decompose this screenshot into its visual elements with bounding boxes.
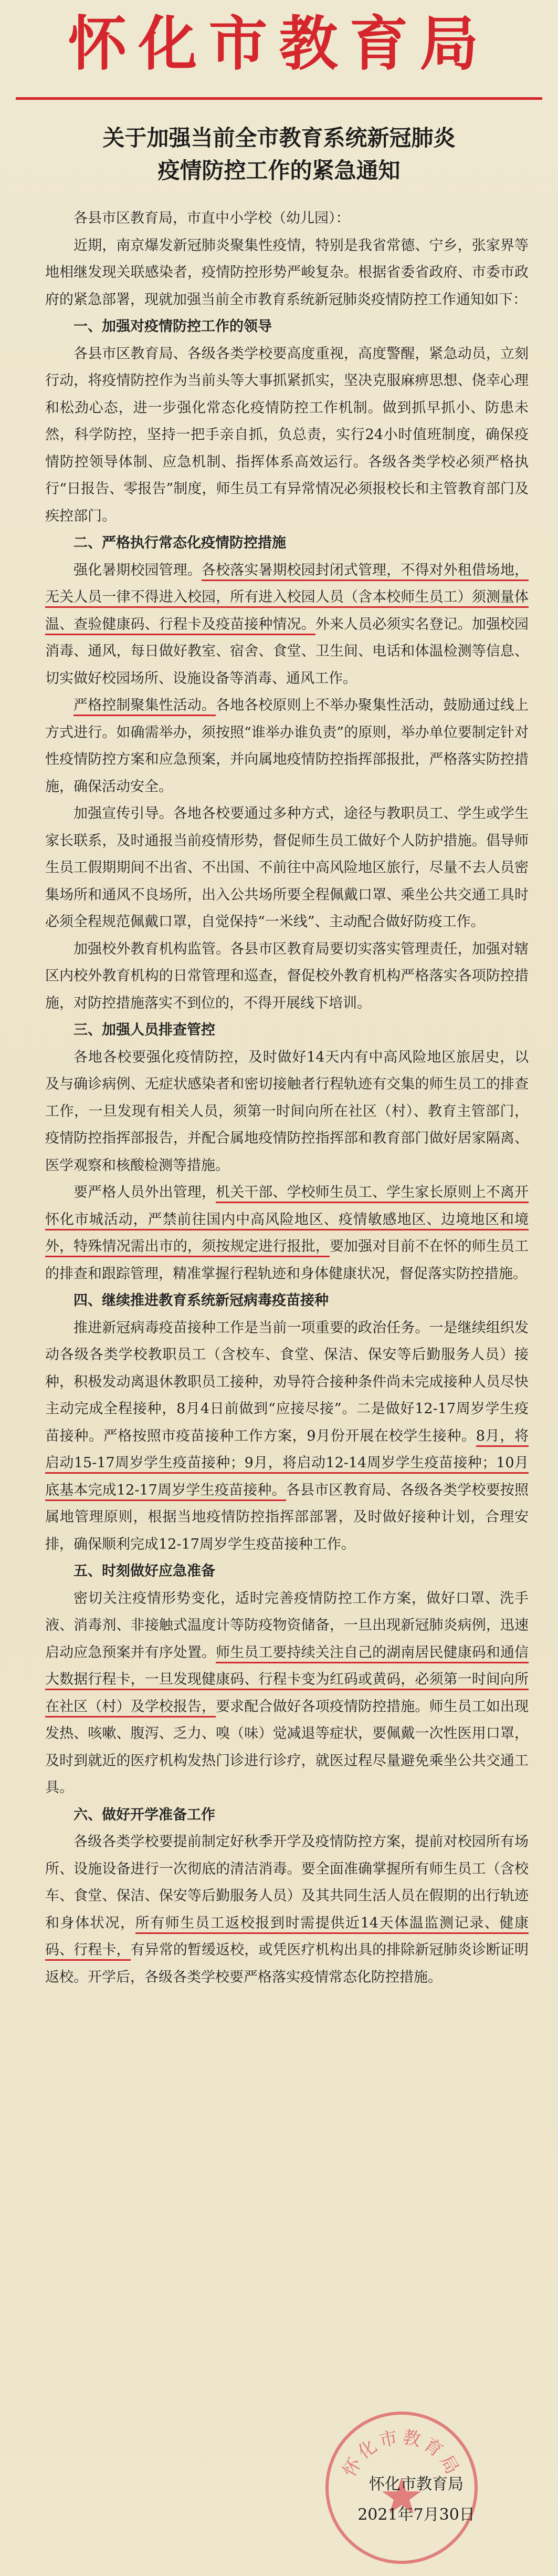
section-paragraph: [45, 340, 529, 530]
paragraph-text: 各县市区教育局、各级各类学校要高度重视，高度警醒，紧急动员，立刻行动，将疫情防控作为当前头等大事抓紧抓实，坚决克服麻痹思想、侥幸心理和松劲心态，进一步强化常态化疫情防控工作机制。做到抓早抓小、防患未然，科学防控，坚持一把手亲自抓，负总责，实行24小时值班制度，确保疫情防控领导体制、应急机制、指挥体系高效运行。各级各类学校必须严格执行“日报告、零报告”制度，师生员工有异常情况必须报校长和主管教育部门及疾控部门。: [45, 345, 529, 524]
highlighted-text: 各校落实暑期校园封闭式管理，不得对外租借场地，无关人员一律不得进入校园，所有进入校园人员（含本校师生员工）须测量体温、查验健康码、行程卡及疫苗接种情况。: [45, 562, 529, 635]
intro-paragraph: 近期，南京爆发新冠肺炎聚集性疫情，特别是我省常德、宁乡，张家界等地相继发现关联感染者，疫情防控形势严峻复杂。根据省委省政府、市委市政府的紧急部署，现就加强当前全市教育系统新冠肺炎疫情防控工作通知如下：: [45, 237, 529, 308]
signature-block: [332, 2469, 500, 2530]
section-paragraph: [45, 1585, 529, 1802]
paragraph-text: 各地各校原则上不举办聚集性活动，鼓励通过线上方式进行。如确需举办，须按照“谁举办谁负责”的原则，举办单位要制定针对性疫情防控方案和应急预案，并向属地疫情防控指挥部报批，严格落实防控措施，确保活动安全。: [45, 697, 529, 795]
sections-container: [45, 313, 529, 1991]
paragraph-text: 倡导师生员工假期期间不出省、不出国、不前往中高风险地区旅行，尽量不去人员密集场所和通风不良场所，出入公共场所要全程佩戴口罩、乘坐公共交通工具时必须全程规范佩戴口罩，自觉保持“一米线”、主动配合做好防疫工作。: [45, 832, 529, 930]
section-paragraph: [45, 1179, 529, 1287]
section-paragraph: [45, 936, 529, 1017]
salutation: 各县市区教育局，市直中小学校（幼儿园）：: [73, 210, 350, 226]
seal-text: 怀化市教育局: [339, 2426, 465, 2480]
signature-org: 怀化市教育局: [369, 2475, 464, 2494]
section-paragraph: [45, 800, 529, 936]
paragraph-text: 各地各校要强化疫情防控，及时做好14天内有中高风险地区旅居史，以及与确诊病例、无症状感染者和密切接触者行程轨迹有交集的师生员工的排查工作，一旦发现有相关人员，须第一时间向所在社区（村）、教育主管部门，疫情防控指挥部报告，并配合属地疫情防控指挥部和教育部门做好居家隔离、医学观察和核酸检测等措施。: [45, 1049, 529, 1174]
paragraph-text: 有异常的暂缓返校，或凭医疗机构出具的排除新冠肺炎诊断证明返校。开学后，各级各类学校要严格落实疫情常态化防控措施。: [45, 1942, 529, 1985]
highlighted-text: 所有师生员工返校报到时需提供近14天体温监测记录、健康码、行程卡，: [45, 1915, 529, 1961]
section-heading: 三、加强人员排查管控: [73, 1022, 215, 1038]
paragraph-text: 各县市区教育局、各级各类学校要按照属地管理原则，根据当地疫情防控指挥部部署，及时做好接种计划，合理安排，确保顺利完成12-17周岁学生疫苗接种工作。: [45, 1482, 529, 1553]
section-paragraph: [45, 557, 529, 692]
paragraph-text: 要严格人员外出管理，: [73, 1184, 216, 1201]
highlighted-text: 严格控制聚集性活动。: [73, 697, 216, 716]
section-heading: 六、做好开学准备工作: [73, 1806, 215, 1823]
paragraph-text: 外来人员必须实名登记。加强校园消毒、通风，每日做好教室、宿舍、食堂、卫生间、电话和体温检测等信息、切实做好校园场所、设施设备等消毒、通风工作。: [45, 616, 529, 687]
signature-date: 2021年7月30日: [357, 2506, 475, 2524]
masthead-red-rule: [16, 97, 542, 100]
paragraph-text: 加强校外教育机构监管。各县市区教育局要切实落实管理责任，加强对辖区内校外教育机构的日常管理和巡查，督促校外教育机构严格落实各项防控措施，对防控措施落实不到位的，不得开展线下培训。: [45, 940, 529, 1011]
notice-title-line-1: 关于加强当前全市教育系统新冠肺炎: [102, 125, 456, 151]
section-paragraph: [45, 1828, 529, 1991]
notice-title-line-2: 疫情防控工作的紧急通知: [157, 158, 401, 183]
paragraph-text: 要加强对目前不在怀的师生员工的排查和跟踪管理，精准掌握行程轨迹和身体健康状况，督促落实防控措施。: [45, 1238, 529, 1282]
section-heading: 四、继续推进教育系统新冠病毒疫苗接种: [73, 1292, 329, 1309]
highlighted-text: 机关干部、学校师生员工、学生家长原则上不离开怀化市城活动，严禁前往国内中高风险地区、疫情敏感地区、边境地区和境外，特殊情况需出市的，须按规定进行报批，: [45, 1184, 529, 1257]
section-heading: 五、时刻做好应急准备: [73, 1563, 215, 1579]
section-paragraph: [45, 692, 529, 800]
paragraph-text: 推进新冠病毒疫苗接种工作是当前一项重要的政治任务。一是继续组织发动各级各类学校教职员工（含校车、食堂、保洁、保安等后勤服务人员）接种，积极发动离退休教职员工接种，劝导符合接种条件尚未完成接种人员尽快主动完成全程接种，8月4日前做到“应接尽接”。二是做好12-17周岁学生疫苗接种。严格按照市疫苗接种工作方案，9月份开展在校学生接种。: [45, 1319, 529, 1444]
paragraph-text: 加强宣传引导。各地各校要通过多种方式，途径与教职员工、学生或学生家长联系，及时通报当前疫情形势，督促师生员工做好个人防护措施。: [45, 805, 529, 849]
highlighted-text: 8月，将启动15-17周岁学生疫苗接种；9月，将启动12-14周岁学生疫苗接种；: [45, 1428, 529, 1474]
paragraph-text: 强化暑期校园管理。: [73, 562, 202, 578]
section-paragraph: [45, 1315, 529, 1558]
section-heading: 一、加强对疫情防控工作的领导: [73, 318, 272, 335]
paragraph-text: 要求配合做好各项疫情防控措施。师生员工如出现发热、咳嗽、腹泻、乏力、嗅（味）觉减退等症状，要佩戴一次性医用口罩，及时到就近的医疗机构发热门诊进行诊疗，就医过程尽量避免乘坐公共交通工具。: [45, 1698, 529, 1796]
highlighted-text: 师生员工要持续关注自己的湖南居民健康码和通信大数据行程卡，一旦发现健康码、行程卡变为红码或黄码，必须第一时间向所在社区（村）及学校报告，: [45, 1644, 529, 1718]
notice-body: [45, 205, 529, 1991]
notice-title: [42, 122, 516, 187]
masthead-title: 怀化市教育局: [68, 10, 490, 78]
section-paragraph: [45, 1044, 529, 1180]
paragraph-text: 各级各类学校要提前制定好秋季开学及疫情防控方案，提前对校园所有场所、设施设备进行一次彻底的清洁消毒。要全面准确掌握所有师生员工（含校车、食堂、保洁、保安等后勤服务人员）及其共同生活人员在假期的出行轨迹和身体状况，: [45, 1834, 529, 1931]
section-heading: 二、严格执行常态化疫情防控措施: [73, 535, 286, 551]
highlighted-text: 10月底基本完成12-17周岁学生疫苗接种。: [45, 1455, 529, 1501]
paragraph-text: 密切关注疫情形势变化，适时完善疫情防控工作方案，做好口罩、洗手液、消毒剂、非接触式温度计等防疫物资储备，一旦出现新冠肺炎病例，迅速启动应急预案并有序处置。: [45, 1590, 529, 1661]
